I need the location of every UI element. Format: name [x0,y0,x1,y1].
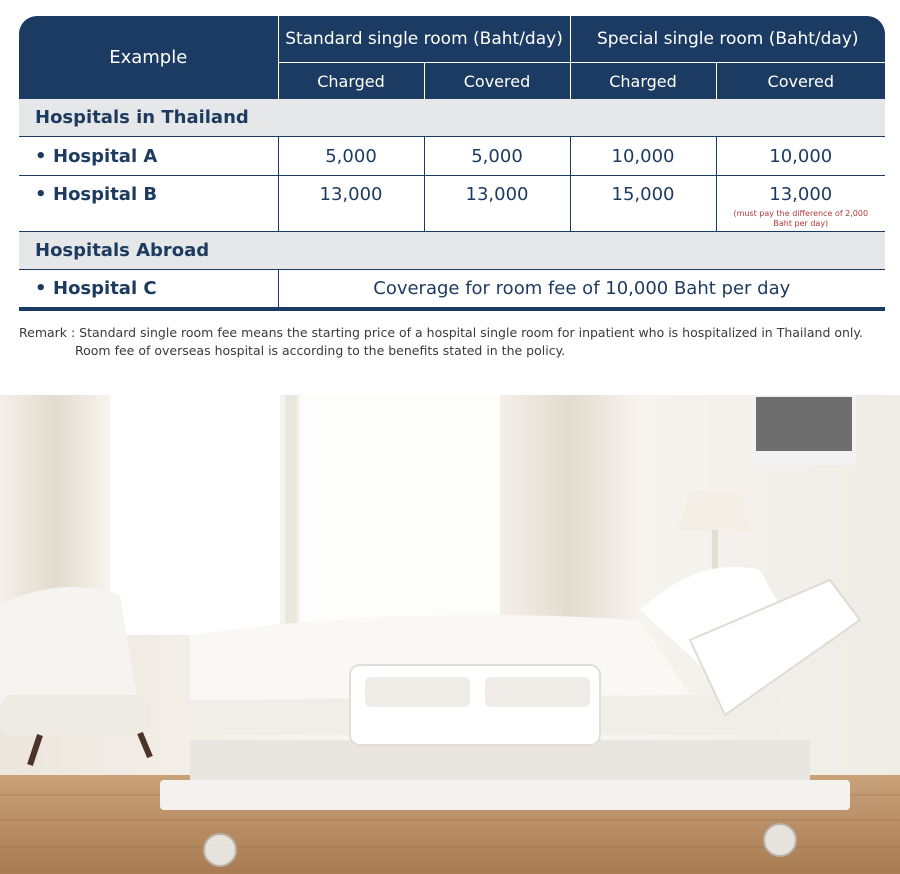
standard-covered-cell [424,176,570,232]
remark-line-2: Room fee of overseas hospital is according to the benefits stated in the policy. [75,343,566,358]
special-covered-cell: 10,000 [716,137,885,176]
room-fee-table [19,16,885,311]
standard-room-header: Standard single room (Baht/day) [278,16,570,63]
hospital-name-cell [19,176,278,232]
cell-value: 15,000 [611,184,675,205]
hospital-name: Hospital A [53,145,158,167]
special-charged-cell [570,176,716,232]
standard-charged-cell: 5,000 [278,137,424,176]
bullet: • [35,184,47,205]
bullet: • [35,278,47,299]
standard-charged-header: Charged [278,63,424,100]
section-row-abroad [19,232,885,270]
section-row-thailand [19,99,885,137]
special-charged-cell: 10,000 [570,137,716,176]
special-charged-header: Charged [570,63,716,100]
hospital-name: Hospital C [53,278,157,299]
coverage-cell: Coverage for room fee of 10,000 Baht per day [278,270,885,310]
remark [19,324,889,360]
special-covered-cell [716,176,885,232]
hospital-room-photo [0,395,900,874]
cell-value: 13,000 [769,184,833,205]
room-fee-table-container [19,16,885,311]
remark-line-1: Remark : Standard single room fee means the starting price of a hospital single room for inpatient who is hospitalized in Thailand only. [19,325,863,340]
bullet: • [35,145,47,167]
special-covered-header: Covered [716,63,885,100]
cell-value: 13,000 [319,184,383,205]
example-header: Example [19,16,278,99]
standard-charged-cell [278,176,424,232]
table-row [19,270,885,310]
section-title-abroad: Hospitals Abroad [19,232,885,270]
hospital-name: Hospital B [53,184,158,205]
table-row [19,176,885,232]
standard-covered-header: Covered [424,63,570,100]
special-room-header: Special single room (Baht/day) [570,16,885,63]
table-row [19,137,885,176]
hospital-name-cell [19,137,278,176]
standard-covered-cell: 5,000 [424,137,570,176]
cell-value: 13,000 [465,184,529,205]
difference-note: (must pay the difference of 2,000 Baht per day) [733,209,869,228]
section-title-thailand: Hospitals in Thailand [19,99,885,137]
hospital-room-illustration [0,395,900,874]
hospital-name-cell [19,270,278,310]
